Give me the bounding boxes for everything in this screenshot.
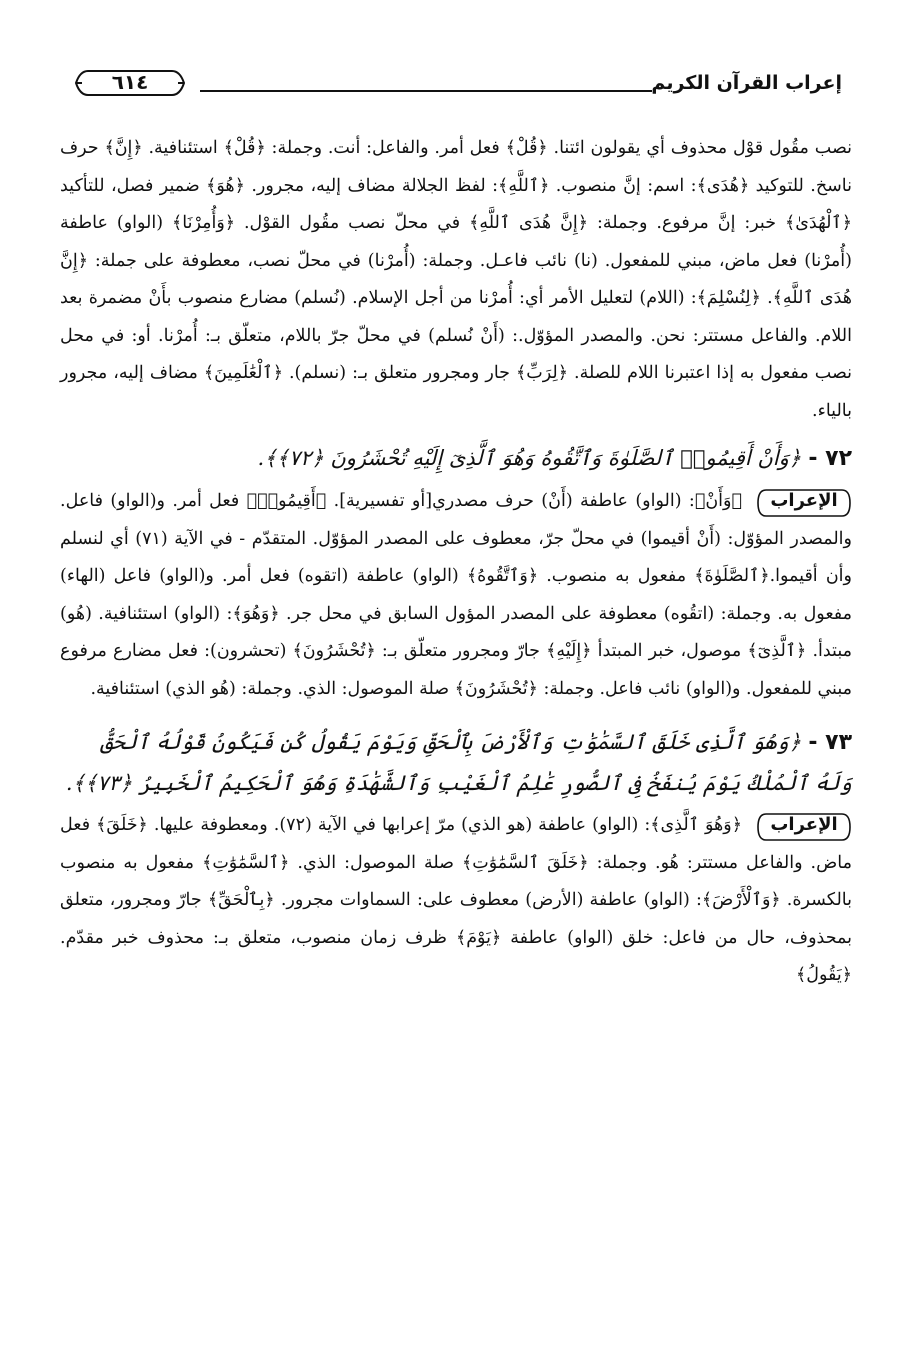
verse-73 bbox=[60, 722, 852, 803]
paragraph-verse-71-continued: نصب مقُول قوْل محذوف أي يقولون ائتنا. ﴿قُلْ﴾ فعل أمر. والفاعل: أنت. وجملة: ﴿قُلْ﴾ استئنافية. ﴿إِنَّ﴾ حرف ناسخ. للتوكيد ﴿هُدَى﴾: اسم: إنَّ منصوب. ﴿ٱللَّهِ﴾: لفظ الجلالة مضاف إليه، مجرور. ﴿هُوَ﴾ ضمير فصل، للتأكيد ﴿ٱلْهُدَىٰ﴾ خبر: إنَّ مرفوع. وجملة: ﴿إِنَّ هُدَى ٱللَّهِ﴾ في محلّ نصب مقُول القوْل. ﴿وَأُمِرْنَا﴾ (الواو) عاطفة (أُمرْنا) فعل ماض، مبني للمفعول. (نا) نائب فاعـل. وجملة: (أُمرْنا) في محلّ نصب، معطوفة على جملة: ﴿إِنَّ هُدَى ٱللَّهِ﴾. ﴿لِنُسْلِمَ﴾: (اللام) لتعليل الأمر أي: أُمرْنا من أجل الإسلام. (نُسلم) مضارع منصوب بأَنْ مضمرة بعد اللام. والفاعل مستتر: نحن. والمصدر المؤوّل.: (أَنْ نُسلم) في محلّ جرّ باللام، متعلّق بـ: أُمرْنا. أو: في محل نصب مفعول به إذا اعتبرنا اللام للصلة. ﴿لِرَبِّ﴾ جار ومجرور متعلق بـ: (نسلم). ﴿ٱلْعَٰلَمِينَ﴾ مضاف إليه، مجرور بالياء. bbox=[60, 138, 852, 421]
page-number-ornament bbox=[74, 68, 186, 98]
paragraph-irab-verse-73: ﴿وَهُوَ ٱلَّذِى﴾: (الواو) عاطفة (هو الذي) مرّ إعرابها في الآية (٧٢). ومعطوفة عليها. ﴿خَلَقَ﴾ فعل ماض. والفاعل مستتر: هُو. وجملة: ﴿خَلَقَ ٱلسَّمَٰوَٰتِ﴾ صلة الموصول: الذي. ﴿ٱلسَّمَٰوَٰتِ﴾ مفعول به منصوب بالكسرة. ﴿وَٱلْأَرْضَ﴾: (الواو) عاطفة (الأرض) معطوف على: السماوات مجرور. ﴿بِٱلْحَقِّ﴾ جارّ ومجرور، متعلق بمحذوف، حال من فاعل: خلق (الواو) عاطفة ﴿يَوْمَ﴾ ظرف زمان منصوب، متعلق بـ: محذوف خبر مقدّم. ﴿يَقُولُ﴾ bbox=[60, 815, 852, 985]
paragraph-irab-verse-72: ﴿وَأَنْ﴾: (الواو) عاطفة (أَنْ) حرف مصدري[أو تفسيرية]. ﴿أَقِيمُوا۟﴾ فعل أمر. و(الواو) فاعل. والمصدر المؤوّل: (أَنْ أقيموا) في محلّ جرّ، معطوف على المصدر المؤوّل. المتقدّم - في الآية (٧١) أي لنسلم وأن أقيموا.﴿ٱلصَّلَوٰةَ﴾ مفعول به منصوب. ﴿وَٱتَّقُوهُ﴾ (الواو) عاطفة (اتقوه) فعل أمر. و(الواو) فاعل (الهاء) مفعول به. وجملة: (اتقُوه) معطوفة على المصدر المؤول السابق في محل جر. ﴿وَهُوَ﴾: (الواو) استئنافية. (هُو) مبتدأ. ﴿ٱلَّذِىٓ﴾ موصول، خبر المبتدأ ﴿إِلَيْهِ﴾ جارّ ومجرور متعلّق بـ: ﴿تُحْشَرُونَ﴾ (تحشرون): فعل مضارع مرفوع مبني للمفعول. و(الواو) نائب فاعل. وجملة: ﴿تُحْشَرُونَ﴾ صلة الموصول: الذي. وجملة: (هُو الذي) استئنافية. bbox=[60, 491, 852, 699]
verse-73-number: ٧٣ - bbox=[808, 730, 852, 755]
irab-label-text: الإعراب bbox=[770, 490, 838, 511]
verse-72 bbox=[60, 438, 852, 479]
irab-label-text: الإعراب bbox=[770, 814, 838, 835]
running-title: إعراب القرآن الكريم bbox=[651, 72, 842, 94]
irab-label-verse-73 bbox=[756, 811, 852, 843]
page-header bbox=[70, 62, 842, 106]
verse-72-text: ﴿وَأَنْ أَقِيمُوا۟ ٱلصَّلَوٰةَ وَٱتَّقُوهُ وَهُوَ ٱلَّذِىٓ إِلَيْهِ تُحْشَرُونَ ﴿٧٢﴾﴾. bbox=[257, 446, 802, 470]
page-content bbox=[60, 130, 852, 995]
header-rule bbox=[200, 90, 652, 92]
irab-label-verse-72 bbox=[756, 487, 852, 519]
page-number: ٦١٤ bbox=[111, 70, 149, 94]
verse-73-text: ﴿وَهُوَ ٱلَّذِى خَلَقَ ٱلسَّمَٰوَٰتِ وَٱلْأَرْضَ بِٱلْحَقِّ وَيَوْمَ يَقُولُ كُن فَيَكُونُ قَوْلُهُ ٱلْحَقُّ وَلَهُ ٱلْمُلْكُ يَوْمَ يُنفَخُ فِى ٱلصُّورِ عَٰلِمُ ٱلْغَيْبِ وَٱلشَّهَٰدَةِ وَهُوَ ٱلْحَكِيمُ ٱلْخَبِيرُ ﴿٧٣﴾﴾. bbox=[65, 730, 852, 795]
verse-72-number: ٧٢ - bbox=[808, 446, 852, 471]
